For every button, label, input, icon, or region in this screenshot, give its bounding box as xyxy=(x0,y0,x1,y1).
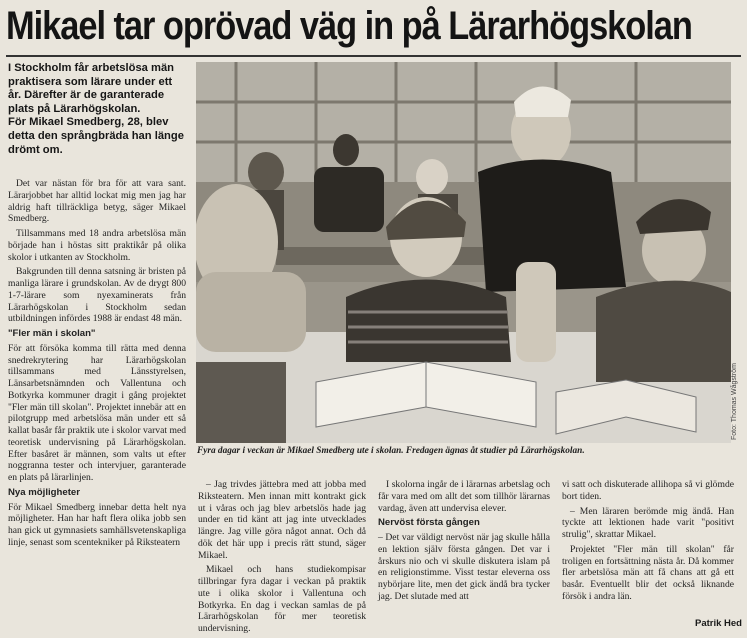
col1-paragraph: Det var nästan för bra för att vara sant. Lärarjobbet har alltid lockat mig men jag har aldrig haft tillräckliga betyg, säger Mikael Smedberg. xyxy=(8,178,186,225)
column-3 xyxy=(378,479,550,606)
article-photo xyxy=(196,62,731,443)
col4-paragraph: – Men läraren berömde mig ändå. Han tyckte att lektionen hade varit "positivt strulig", skrattar Mikael. xyxy=(562,505,734,540)
subhead-fler-man: "Fler män i skolan" xyxy=(8,328,96,339)
col3-paragraph: – Det var väldigt nervöst när jag skulle hålla en lektion själv första gången. Det var i årskurs nio och vi skulle diskutera islam på en religionstimme. Visst testar eleverna oss nybörjare lite, men det gick ändå bra tycker jag. Det slutade med att xyxy=(378,532,550,602)
col4-paragraph: Projektet "Fler män till skolan" får troligen en fortsättning nästa år. Då kommer fler arbetslösa män att få chans att gå ett basår. Eventuellt blir det också liknande försök i andra län. xyxy=(562,543,734,602)
subhead-nya-mojligheter: Nya möjligheter xyxy=(8,486,80,498)
col3-paragraph: I skolorna ingår de i lärarnas arbetslag och får vara med om allt det som tillhör lärarnas vardag, även att undervisa elever. xyxy=(378,479,550,514)
column-4 xyxy=(562,479,734,606)
ingress-line-1: I Stockholm får arbetslösa män praktisera som lärare under ett år. Därefter är de garanterade plats på Lärarhögskolan. xyxy=(8,62,174,115)
byline: Patrik Hed xyxy=(695,618,742,629)
col1-paragraph: Bakgrunden till denna satsning är bristen på manliga lärare i grundskolan. Av de drygt 800 1-7-lärare som nyexaminerats från Lärarhögskolan i Stockholm sedan utbildningen infördes 1988 är endast 48 män. xyxy=(8,266,186,325)
ingress-line-2: För Mikael Smedberg, 28, blev detta den språngbräda han länge drömt om. xyxy=(8,116,184,156)
col1-paragraph: För Mikael Smedberg innebar detta helt nya möjligheter. Han har haft flera olika jobb sen han gick ut gymnasiets samhällsvetenskapliga linje, senast som scentekniker på Riksteatern xyxy=(8,501,186,548)
column-2 xyxy=(198,479,366,638)
subhead-nervost: Nervöst första gången xyxy=(378,517,480,529)
photo-credit: Foto: Thomas Wågström xyxy=(731,363,738,440)
col4-paragraph: vi satt och diskuterade allihopa så vi glömde bort tiden. xyxy=(562,479,734,502)
ingress xyxy=(8,62,186,157)
photo-caption: Fyra dagar i veckan är Mikael Smedberg ute i skolan. Fredagen ägnas åt studier på Lärarhögskolan. xyxy=(197,446,585,456)
col1-paragraph: Tillsammans med 18 andra arbetslösa män började han i höstas sitt praktikår på olika skolor i utkanten av Stockholm. xyxy=(8,228,186,263)
col2-paragraph: – Jag trivdes jättebra med att jobba med Riksteatern. Men innan mitt kontrakt gick ut i våras och jag blev arbetslös hade jag under en tid känt att jag inte utvecklades längre. Jag ville göra något annat. Och då dök det här upp i precis rätt stund, säger Mikael. xyxy=(198,479,366,561)
headline-rule xyxy=(6,55,741,57)
column-1 xyxy=(8,178,186,552)
col1-paragraph: För att försöka komma till rätta med denna snedrekrytering har Lärarhögskolan tillsammans med Länsstyrelsen, Länsarbetsnämnden och Vallentuna och Botkyrka kommuner dragit i gång projektet "Fler män till skolan". Projektet innebär att en pilotgrupp med arbetslösa män under ett så kallat basår får praktik ute i skolor varvat med teoretisk undervisning på Lärarhögskolan. Efter basåret är männen, som valts ut efter noggranna tester och intervjuer, garanterade en plats på lärarlinjen. xyxy=(8,342,186,483)
col2-paragraph: Mikael och hans studiekompisar tillbringar fyra dagar i veckan på praktik ute i olika skolor i Vallentuna och Botkyrka. En dag i veckan samlas de på Lärarhögskolan för mer teoretisk undervisning. xyxy=(198,564,366,634)
classroom-photo-illustration xyxy=(196,62,731,443)
headline: Mikael tar oprövad väg in på Lärarhögskolan xyxy=(6,4,692,48)
